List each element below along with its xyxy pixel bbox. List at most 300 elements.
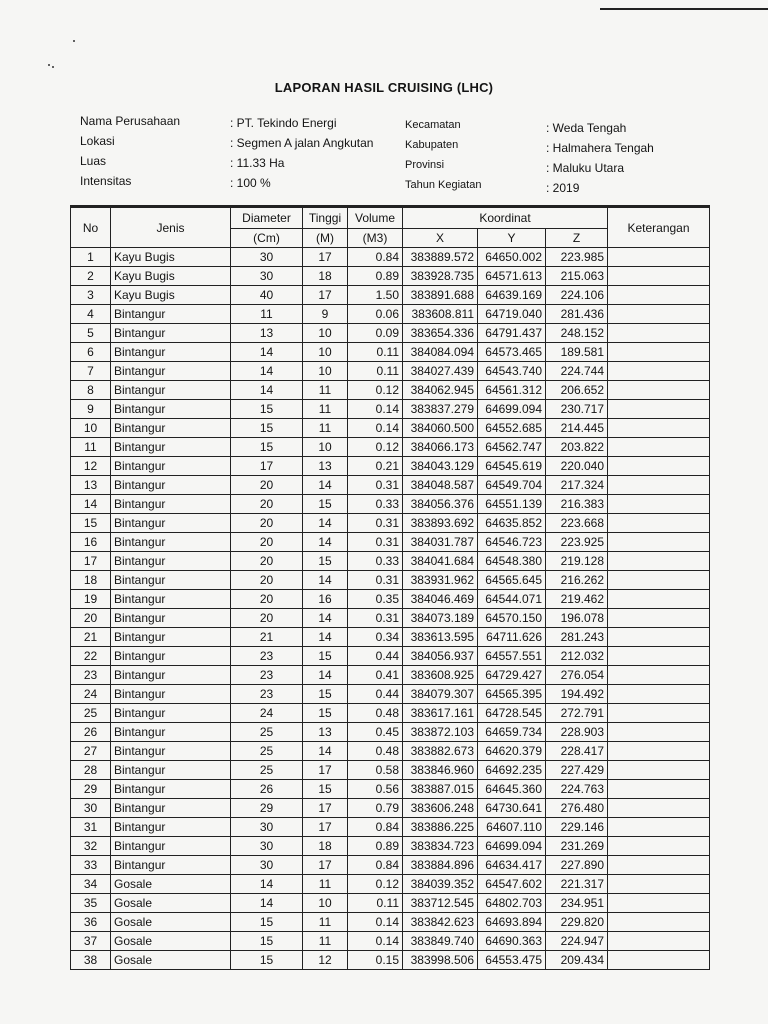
cell-x: 384084.094 (403, 343, 478, 362)
cell-jenis: Bintangur (111, 723, 231, 742)
cell-volume: 0.44 (348, 647, 403, 666)
cell-y: 64551.139 (478, 495, 546, 514)
cell-diameter: 23 (231, 685, 303, 704)
cell-z: 219.128 (546, 552, 608, 571)
cell-diameter: 13 (231, 324, 303, 343)
cell-y: 64650.002 (478, 248, 546, 267)
cell-jenis: Bintangur (111, 628, 231, 647)
cell-x: 383842.623 (403, 913, 478, 932)
cell-volume: 0.89 (348, 267, 403, 286)
info-label: Provinsi (405, 159, 445, 171)
cell-no: 2 (71, 267, 111, 286)
cell-x: 383608.811 (403, 305, 478, 324)
cell-keterangan (608, 457, 710, 476)
cell-diameter: 20 (231, 533, 303, 552)
cell-tinggi: 10 (303, 438, 348, 457)
cell-jenis: Bintangur (111, 343, 231, 362)
cell-tinggi: 10 (303, 894, 348, 913)
col-header-koordinat: Koordinat (403, 207, 608, 229)
cell-x: 383889.572 (403, 248, 478, 267)
scan-speck (48, 64, 50, 66)
scan-speck (73, 40, 75, 42)
cell-x: 383617.161 (403, 704, 478, 723)
cell-x: 383608.925 (403, 666, 478, 685)
cell-jenis: Bintangur (111, 400, 231, 419)
cell-diameter: 20 (231, 476, 303, 495)
cell-jenis: Kayu Bugis (111, 267, 231, 286)
cell-y: 64719.040 (478, 305, 546, 324)
cell-tinggi: 15 (303, 780, 348, 799)
cell-tinggi: 11 (303, 381, 348, 400)
table-row (71, 666, 710, 685)
cell-y: 64659.734 (478, 723, 546, 742)
cell-diameter: 30 (231, 856, 303, 875)
cell-tinggi: 14 (303, 571, 348, 590)
cell-keterangan (608, 438, 710, 457)
col-header-keterangan: Keterangan (608, 207, 710, 248)
cell-diameter: 15 (231, 438, 303, 457)
cell-tinggi: 13 (303, 457, 348, 476)
cell-y: 64699.094 (478, 400, 546, 419)
cell-tinggi: 11 (303, 400, 348, 419)
cell-tinggi: 17 (303, 761, 348, 780)
cell-x: 384060.500 (403, 419, 478, 438)
table-row (71, 590, 710, 609)
cell-x: 383849.740 (403, 932, 478, 951)
table-row (71, 248, 710, 267)
cell-no: 19 (71, 590, 111, 609)
table-row (71, 894, 710, 913)
cell-x: 384048.587 (403, 476, 478, 495)
cell-volume: 0.14 (348, 932, 403, 951)
cell-diameter: 15 (231, 932, 303, 951)
cell-z: 234.951 (546, 894, 608, 913)
table-row (71, 856, 710, 875)
cell-volume: 0.84 (348, 248, 403, 267)
cell-tinggi: 14 (303, 609, 348, 628)
cell-volume: 1.50 (348, 286, 403, 305)
cell-y: 64573.465 (478, 343, 546, 362)
cell-tinggi: 17 (303, 248, 348, 267)
cell-keterangan (608, 305, 710, 324)
cell-jenis: Gosale (111, 951, 231, 970)
info-value: : 100 % (230, 176, 271, 190)
cell-tinggi: 14 (303, 742, 348, 761)
cell-diameter: 20 (231, 514, 303, 533)
info-left-labels (80, 111, 180, 191)
cell-jenis: Bintangur (111, 514, 231, 533)
cell-y: 64565.395 (478, 685, 546, 704)
cell-z: 229.820 (546, 913, 608, 932)
info-value: : Maluku Utara (546, 161, 625, 175)
cell-z: 203.822 (546, 438, 608, 457)
cell-jenis: Kayu Bugis (111, 248, 231, 267)
cell-keterangan (608, 761, 710, 780)
cell-keterangan (608, 400, 710, 419)
cell-no: 26 (71, 723, 111, 742)
cell-x: 384027.439 (403, 362, 478, 381)
cell-no: 10 (71, 419, 111, 438)
cell-volume: 0.35 (348, 590, 403, 609)
cell-z: 227.429 (546, 761, 608, 780)
cell-y: 64565.645 (478, 571, 546, 590)
cell-keterangan (608, 362, 710, 381)
cell-no: 30 (71, 799, 111, 818)
cell-jenis: Gosale (111, 894, 231, 913)
table-row (71, 932, 710, 951)
cell-diameter: 30 (231, 267, 303, 286)
cell-y: 64545.619 (478, 457, 546, 476)
cell-jenis: Bintangur (111, 856, 231, 875)
cell-x: 383837.279 (403, 400, 478, 419)
cell-tinggi: 18 (303, 837, 348, 856)
cell-jenis: Bintangur (111, 818, 231, 837)
cell-jenis: Bintangur (111, 381, 231, 400)
cell-z: 206.652 (546, 381, 608, 400)
cell-jenis: Bintangur (111, 704, 231, 723)
cell-diameter: 25 (231, 742, 303, 761)
cell-keterangan (608, 248, 710, 267)
cell-diameter: 29 (231, 799, 303, 818)
col-header-y: Y (478, 229, 546, 248)
cell-no: 35 (71, 894, 111, 913)
cell-x: 384056.376 (403, 495, 478, 514)
col-header-diameter: Diameter (231, 207, 303, 229)
cell-x: 383613.595 (403, 628, 478, 647)
cell-z: 228.903 (546, 723, 608, 742)
cell-jenis: Bintangur (111, 799, 231, 818)
cell-y: 64635.852 (478, 514, 546, 533)
cell-x: 384066.173 (403, 438, 478, 457)
cell-x: 383606.248 (403, 799, 478, 818)
info-label: Kecamatan (405, 119, 461, 131)
cell-keterangan (608, 647, 710, 666)
cell-keterangan (608, 780, 710, 799)
cell-no: 28 (71, 761, 111, 780)
table-row (71, 780, 710, 799)
table-row (71, 552, 710, 571)
cell-volume: 0.31 (348, 476, 403, 495)
cell-diameter: 15 (231, 951, 303, 970)
table-row (71, 609, 710, 628)
cell-y: 64692.235 (478, 761, 546, 780)
cell-diameter: 26 (231, 780, 303, 799)
col-header-z: Z (546, 229, 608, 248)
cell-diameter: 14 (231, 343, 303, 362)
cell-diameter: 17 (231, 457, 303, 476)
cell-diameter: 15 (231, 913, 303, 932)
cell-jenis: Bintangur (111, 552, 231, 571)
cell-y: 64562.747 (478, 438, 546, 457)
cell-x: 384031.787 (403, 533, 478, 552)
cell-y: 64690.363 (478, 932, 546, 951)
cell-z: 209.434 (546, 951, 608, 970)
cell-diameter: 15 (231, 400, 303, 419)
cell-volume: 0.11 (348, 343, 403, 362)
cell-x: 383872.103 (403, 723, 478, 742)
cell-volume: 0.11 (348, 362, 403, 381)
cell-diameter: 11 (231, 305, 303, 324)
cell-diameter: 23 (231, 647, 303, 666)
cell-z: 223.925 (546, 533, 608, 552)
cell-volume: 0.31 (348, 533, 403, 552)
cell-diameter: 20 (231, 495, 303, 514)
cell-keterangan (608, 799, 710, 818)
cell-jenis: Bintangur (111, 837, 231, 856)
cell-jenis: Bintangur (111, 305, 231, 324)
cell-no: 24 (71, 685, 111, 704)
cell-z: 220.040 (546, 457, 608, 476)
cell-tinggi: 15 (303, 495, 348, 514)
cell-keterangan (608, 951, 710, 970)
info-value: : Weda Tengah (546, 121, 627, 135)
cell-volume: 0.84 (348, 818, 403, 837)
cell-jenis: Bintangur (111, 476, 231, 495)
cell-keterangan (608, 419, 710, 438)
cell-x: 384062.945 (403, 381, 478, 400)
table-row (71, 875, 710, 894)
cell-volume: 0.21 (348, 457, 403, 476)
cell-y: 64802.703 (478, 894, 546, 913)
table-row (71, 704, 710, 723)
cell-keterangan (608, 837, 710, 856)
cell-z: 231.269 (546, 837, 608, 856)
cell-x: 383712.545 (403, 894, 478, 913)
cell-jenis: Kayu Bugis (111, 286, 231, 305)
table-row (71, 799, 710, 818)
cell-y: 64730.641 (478, 799, 546, 818)
cell-volume: 0.89 (348, 837, 403, 856)
cell-diameter: 30 (231, 837, 303, 856)
cell-no: 17 (71, 552, 111, 571)
info-value: : 11.33 Ha (230, 156, 285, 170)
cell-z: 248.152 (546, 324, 608, 343)
info-right-values (546, 118, 654, 198)
cell-x: 383998.506 (403, 951, 478, 970)
cell-x: 383882.673 (403, 742, 478, 761)
cell-z: 215.063 (546, 267, 608, 286)
cell-no: 31 (71, 818, 111, 837)
cell-x: 384043.129 (403, 457, 478, 476)
cell-diameter: 14 (231, 381, 303, 400)
col-header-x: X (403, 229, 478, 248)
cell-keterangan (608, 552, 710, 571)
cell-tinggi: 18 (303, 267, 348, 286)
cell-z: 216.383 (546, 495, 608, 514)
table-row (71, 723, 710, 742)
cell-no: 37 (71, 932, 111, 951)
cell-no: 25 (71, 704, 111, 723)
cell-diameter: 14 (231, 894, 303, 913)
info-label: Kabupaten (405, 139, 459, 151)
cell-jenis: Bintangur (111, 419, 231, 438)
cell-y: 64634.417 (478, 856, 546, 875)
table-row (71, 685, 710, 704)
cell-x: 383887.015 (403, 780, 478, 799)
cell-z: 214.445 (546, 419, 608, 438)
cell-tinggi: 11 (303, 932, 348, 951)
cell-y: 64571.613 (478, 267, 546, 286)
cell-keterangan (608, 818, 710, 837)
info-value: : Segmen A jalan Angkutan (230, 136, 374, 150)
cell-tinggi: 15 (303, 647, 348, 666)
cell-z: 196.078 (546, 609, 608, 628)
cell-diameter: 20 (231, 571, 303, 590)
cell-tinggi: 14 (303, 628, 348, 647)
cell-y: 64728.545 (478, 704, 546, 723)
cell-volume: 0.12 (348, 875, 403, 894)
cell-z: 227.890 (546, 856, 608, 875)
cell-z: 216.262 (546, 571, 608, 590)
cell-keterangan (608, 894, 710, 913)
cell-tinggi: 10 (303, 324, 348, 343)
cell-y: 64546.723 (478, 533, 546, 552)
cell-volume: 0.79 (348, 799, 403, 818)
cell-tinggi: 11 (303, 875, 348, 894)
cell-no: 29 (71, 780, 111, 799)
cell-keterangan (608, 381, 710, 400)
cell-jenis: Bintangur (111, 324, 231, 343)
cell-y: 64561.312 (478, 381, 546, 400)
cell-tinggi: 14 (303, 666, 348, 685)
col-header-tinggi: Tinggi (303, 207, 348, 229)
cell-x: 384041.684 (403, 552, 478, 571)
cell-keterangan (608, 685, 710, 704)
cell-tinggi: 12 (303, 951, 348, 970)
cell-diameter: 24 (231, 704, 303, 723)
info-label: Lokasi (80, 134, 115, 148)
cell-no: 4 (71, 305, 111, 324)
cell-volume: 0.31 (348, 609, 403, 628)
cell-z: 230.717 (546, 400, 608, 419)
cell-jenis: Bintangur (111, 742, 231, 761)
cell-x: 383834.723 (403, 837, 478, 856)
table-row (71, 286, 710, 305)
cell-z: 223.668 (546, 514, 608, 533)
cell-x: 383928.735 (403, 267, 478, 286)
col-header-tinggi-unit: (M) (303, 229, 348, 248)
cell-keterangan (608, 590, 710, 609)
cell-no: 38 (71, 951, 111, 970)
cell-y: 64729.427 (478, 666, 546, 685)
cell-y: 64548.380 (478, 552, 546, 571)
table-body (71, 248, 710, 970)
cell-no: 11 (71, 438, 111, 457)
table-row (71, 305, 710, 324)
cell-keterangan (608, 324, 710, 343)
cell-keterangan (608, 609, 710, 628)
table-row (71, 267, 710, 286)
cell-keterangan (608, 723, 710, 742)
cell-no: 34 (71, 875, 111, 894)
cell-x: 383891.688 (403, 286, 478, 305)
table-row (71, 837, 710, 856)
report-title: LAPORAN HASIL CRUISING (LHC) (274, 80, 494, 95)
cell-y: 64544.071 (478, 590, 546, 609)
cell-volume: 0.84 (348, 856, 403, 875)
cell-z: 223.985 (546, 248, 608, 267)
cell-no: 36 (71, 913, 111, 932)
table-row (71, 400, 710, 419)
cell-tinggi: 11 (303, 419, 348, 438)
cell-diameter: 25 (231, 761, 303, 780)
cell-volume: 0.06 (348, 305, 403, 324)
cell-volume: 0.58 (348, 761, 403, 780)
cell-z: 224.744 (546, 362, 608, 381)
cell-jenis: Bintangur (111, 457, 231, 476)
cell-z: 224.106 (546, 286, 608, 305)
table-row (71, 324, 710, 343)
cell-keterangan (608, 704, 710, 723)
cell-jenis: Bintangur (111, 685, 231, 704)
cell-y: 64607.110 (478, 818, 546, 837)
cell-jenis: Gosale (111, 932, 231, 951)
cell-z: 224.763 (546, 780, 608, 799)
cell-keterangan (608, 286, 710, 305)
cell-tinggi: 15 (303, 552, 348, 571)
cell-tinggi: 17 (303, 799, 348, 818)
cell-no: 32 (71, 837, 111, 856)
cell-tinggi: 17 (303, 818, 348, 837)
table-row (71, 343, 710, 362)
info-label: Tahun Kegiatan (405, 179, 482, 191)
cell-x: 383846.960 (403, 761, 478, 780)
cell-tinggi: 14 (303, 476, 348, 495)
cell-jenis: Bintangur (111, 780, 231, 799)
table-row (71, 419, 710, 438)
cell-jenis: Bintangur (111, 761, 231, 780)
table-row (71, 647, 710, 666)
cell-tinggi: 15 (303, 685, 348, 704)
info-value: : PT. Tekindo Energi (230, 116, 337, 130)
info-left-values (230, 113, 373, 193)
cell-diameter: 20 (231, 609, 303, 628)
cell-x: 384079.307 (403, 685, 478, 704)
cell-y: 64711.626 (478, 628, 546, 647)
cell-no: 13 (71, 476, 111, 495)
cell-z: 219.462 (546, 590, 608, 609)
cell-volume: 0.12 (348, 381, 403, 400)
cell-keterangan (608, 913, 710, 932)
cell-z: 281.243 (546, 628, 608, 647)
cell-keterangan (608, 571, 710, 590)
cell-jenis: Bintangur (111, 647, 231, 666)
cell-diameter: 25 (231, 723, 303, 742)
cell-keterangan (608, 856, 710, 875)
cell-tinggi: 11 (303, 913, 348, 932)
cell-y: 64547.602 (478, 875, 546, 894)
cell-diameter: 20 (231, 552, 303, 571)
cell-jenis: Bintangur (111, 571, 231, 590)
cell-no: 27 (71, 742, 111, 761)
cell-no: 3 (71, 286, 111, 305)
col-header-jenis: Jenis (111, 207, 231, 248)
cell-x: 383886.225 (403, 818, 478, 837)
info-label: Intensitas (80, 174, 132, 188)
table-row (71, 476, 710, 495)
cell-z: 194.492 (546, 685, 608, 704)
cell-y: 64791.437 (478, 324, 546, 343)
cell-no: 33 (71, 856, 111, 875)
cell-y: 64699.094 (478, 837, 546, 856)
cell-diameter: 20 (231, 590, 303, 609)
cell-z: 272.791 (546, 704, 608, 723)
cell-volume: 0.44 (348, 685, 403, 704)
cell-no: 23 (71, 666, 111, 685)
cell-volume: 0.33 (348, 552, 403, 571)
table-row (71, 457, 710, 476)
cell-z: 228.417 (546, 742, 608, 761)
